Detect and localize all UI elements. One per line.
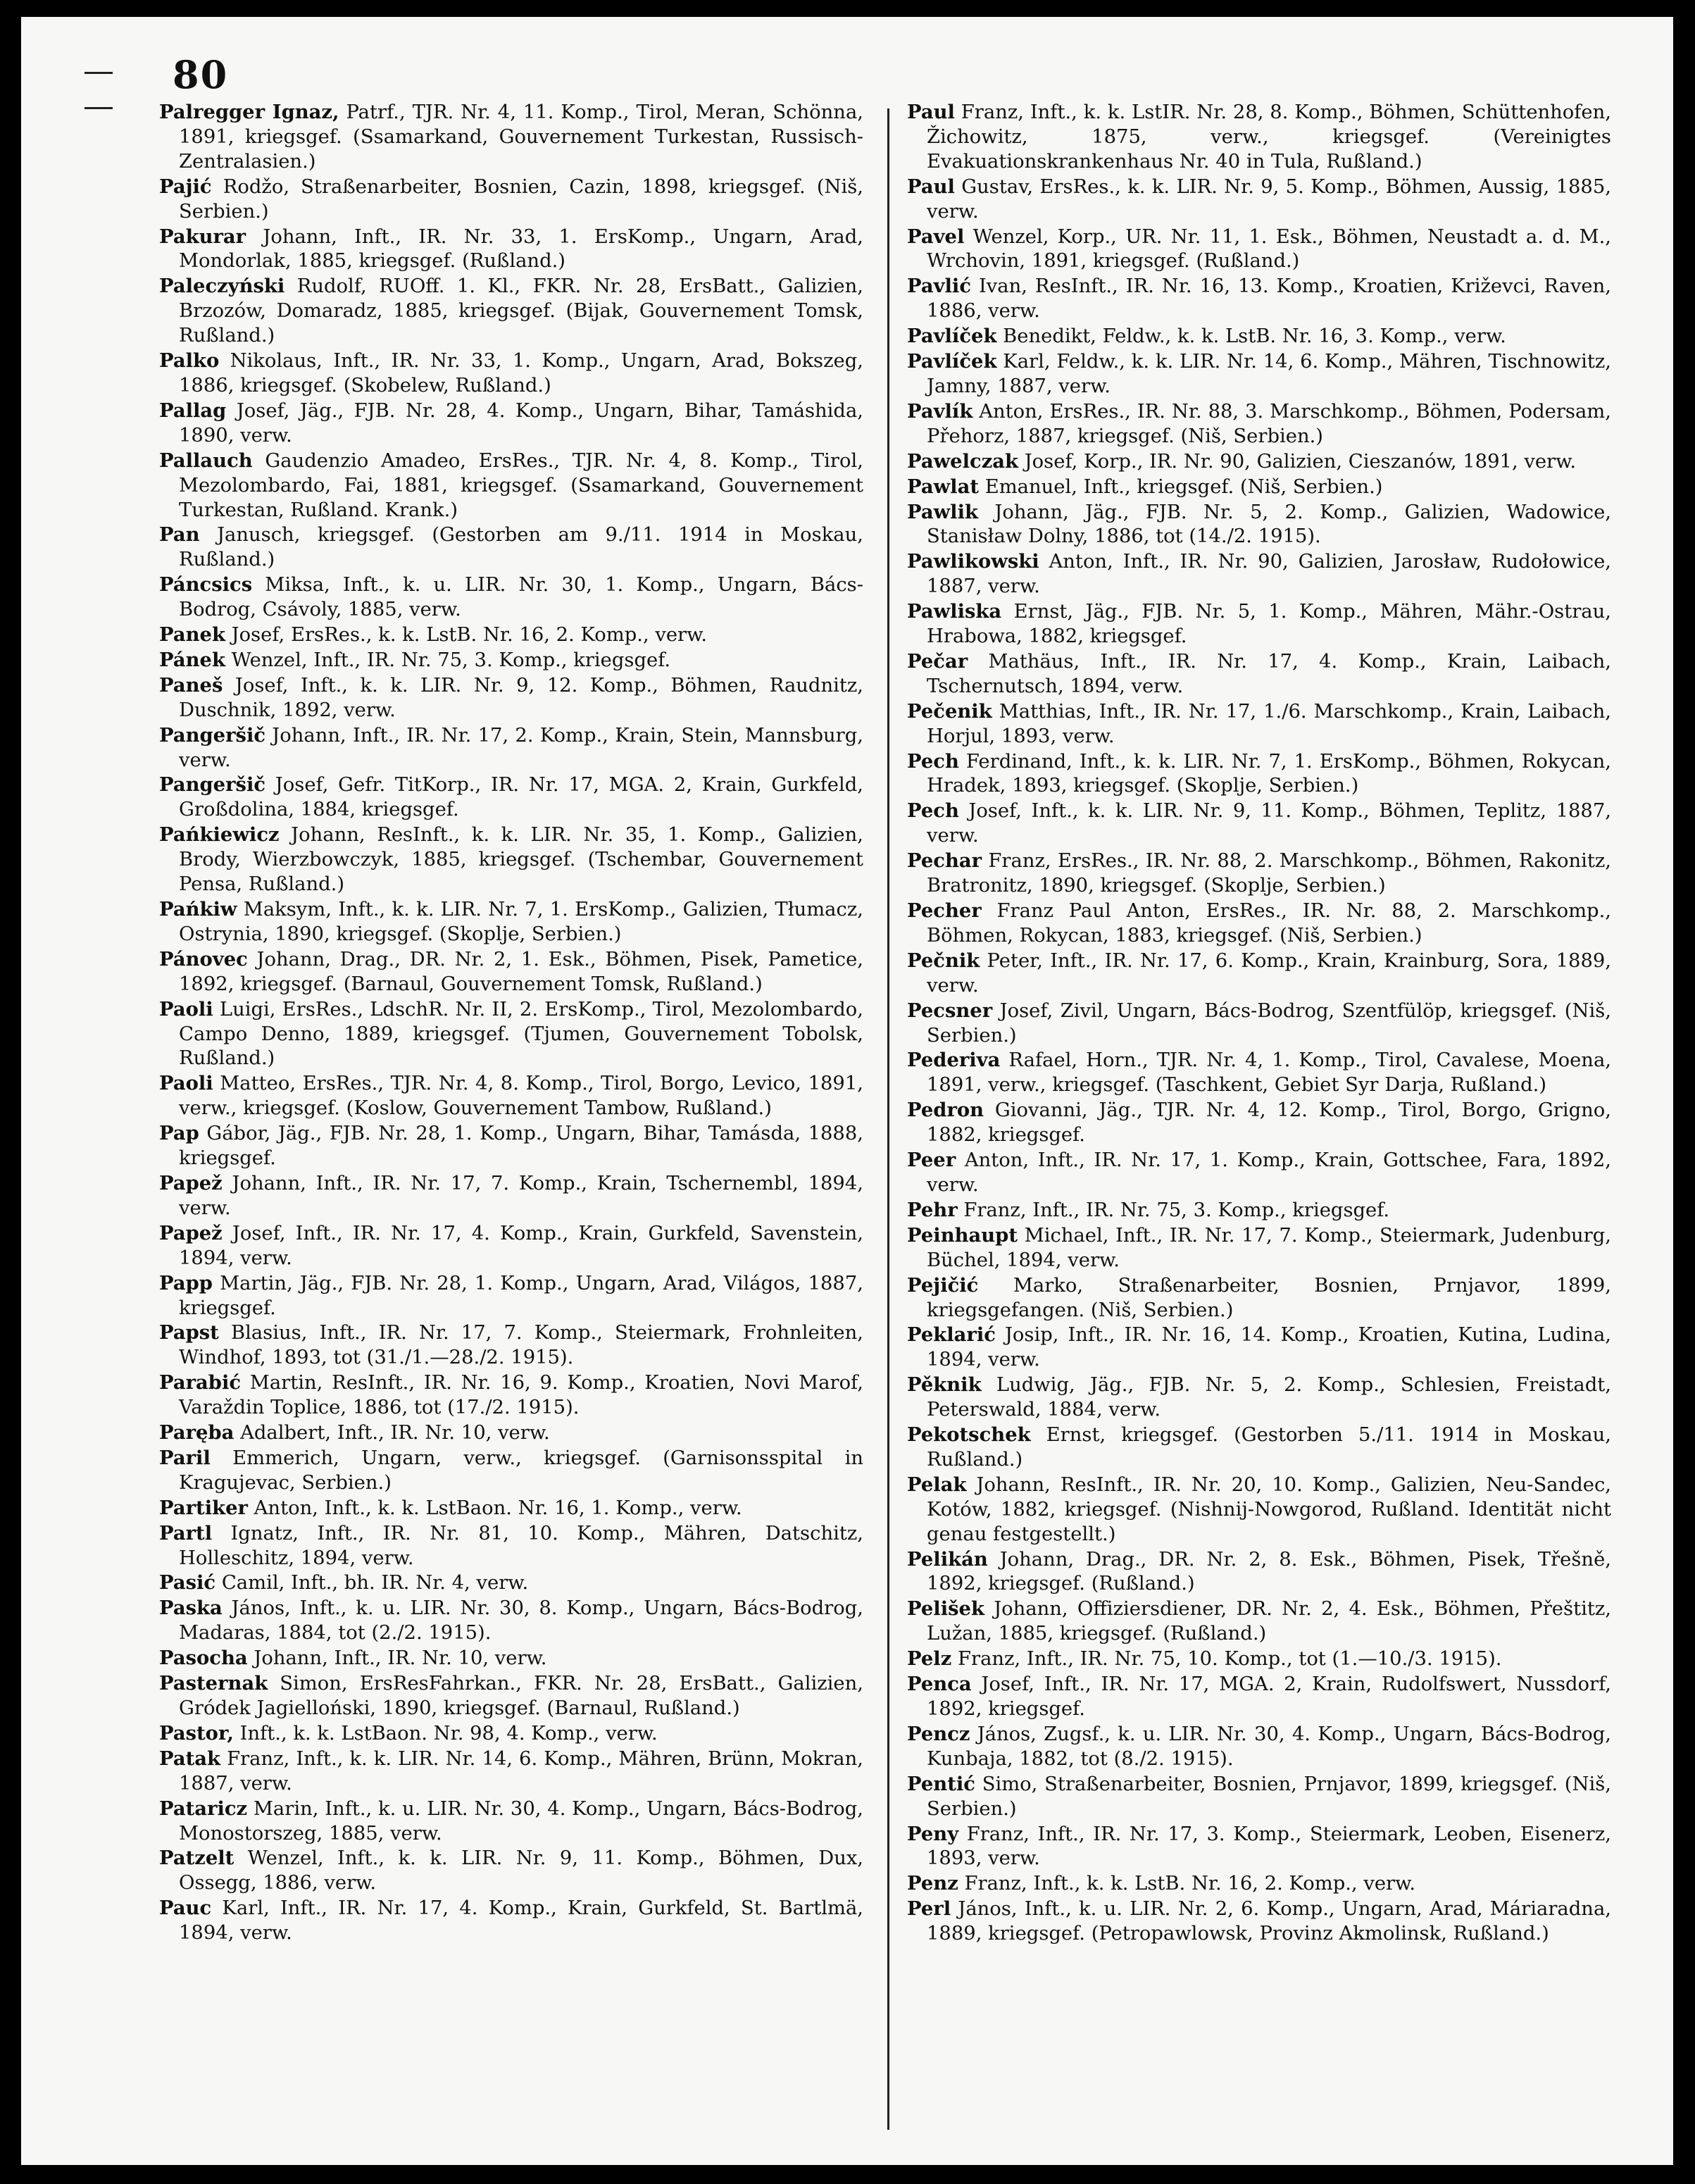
list-item (907, 225, 1611, 275)
entry-details: Simon, ErsResFahrkan., FKR. Nr. 28, ErsBatt., Galizien, Gródek Jagielloński, 1890, kriegsgef. (Barnaul, Rußland.) (179, 1673, 863, 1719)
entry-surname: Pavlíček (907, 325, 997, 348)
entry-surname: Pastor, (159, 1721, 234, 1745)
entry-surname: Papp (159, 1271, 213, 1294)
entry-surname: Pelišek (907, 1597, 984, 1621)
entry-surname: Pavlík (907, 399, 973, 423)
entry-surname: Pentić (907, 1772, 975, 1795)
entry-details: Josef, Inft., k. k. LIR. Nr. 9, 11. Komp., Böhmen, Teplitz, 1887, verw. (927, 800, 1611, 847)
entry-details: Emanuel, Inft., kriegsgef. (Niš, Serbien.) (984, 475, 1383, 498)
list-item (159, 773, 863, 823)
list-item (907, 749, 1611, 799)
entry-surname: Partl (159, 1521, 213, 1545)
entry-surname: Pańkiw (159, 898, 237, 921)
entry-details: Gábor, Jäg., FJB. Nr. 28, 1. Komp., Ungarn, Bihar, Tamásda, 1888, kriegsgef. (179, 1123, 863, 1170)
entry-details: Josef, Inft., IR. Nr. 17, MGA. 2, Krain, Rudolfswert, Nussdorf, 1892, kriegsgef. (927, 1673, 1611, 1720)
entry-details: Ferdinand, Inft., k. k. LIR. Nr. 7, 1. ErsKomp., Böhmen, Rokycan, Hradek, 1893, kriegsgef. (Skoplje, Serbien.) (927, 750, 1611, 797)
entry-surname: Pataricz (159, 1797, 248, 1820)
entry-surname: Pechar (907, 849, 982, 873)
entry-details: Johann, Inft., IR. Nr. 10, verw. (254, 1647, 547, 1670)
list-item (907, 475, 1611, 500)
entry-surname: Pangeršič (159, 723, 266, 747)
entry-details: Gaudenzio Amadeo, ErsRes., TJR. Nr. 4, 8. Komp., Tirol, Mezolombardo, Fai, 1881, kriegsgef. (Ssamarkand, Gouvernement Turkestan, Rußland. Krank.) (179, 449, 863, 521)
entry-details: Anton, Inft., IR. Nr. 90, Galizien, Jarosław, Rudołowice, 1887, verw. (927, 551, 1611, 598)
list-item (159, 449, 863, 523)
list-item (159, 623, 863, 648)
list-item (159, 1571, 863, 1596)
list-item (907, 1473, 1611, 1547)
list-item (159, 399, 863, 449)
entry-surname: Pánek (159, 648, 225, 671)
list-item (159, 1171, 863, 1221)
list-item (907, 324, 1611, 349)
list-item (907, 1323, 1611, 1373)
entry-surname: Pajić (159, 175, 212, 198)
entry-surname: Pěknik (907, 1373, 982, 1397)
entry-surname: Paul (907, 101, 955, 123)
entry-details: Benedikt, Feldw., k. k. LstB. Nr. 16, 3. Komp., verw. (1003, 325, 1506, 348)
entry-details: Adalbert, Inft., IR. Nr. 10, verw. (240, 1422, 550, 1444)
entry-details: Franz, Inft., k. k. LstIR. Nr. 28, 8. Komp., Böhmen, Schüttenhofen, Žichowitz, 1875, verw., kriegsgef. (Vereinigtes Evakuationskrankenhaus Nr. 40 in Tula, Rußland.) (927, 101, 1611, 173)
entry-details: János, Inft., k. u. LIR. Nr. 30, 8. Komp., Ungarn, Bács-Bodrog, Madaras, 1884, tot (2./2. 1915). (179, 1597, 863, 1645)
entry-surname: Pallag (159, 399, 227, 422)
entry-surname: Papež (159, 1171, 223, 1194)
entry-details: Mathäus, Inft., IR. Nr. 17, 4. Komp., Krain, Laibach, Tschernutsch, 1894, verw. (927, 650, 1611, 697)
entry-surname: Pawelczak (907, 449, 1018, 473)
document-page (21, 17, 1673, 2165)
entry-details: Marko, Straßenarbeiter, Bosnien, Prnjavor, 1899, kriegsgefangen. (Niš, Serbien.) (927, 1274, 1611, 1321)
entry-surname: Paoli (159, 997, 213, 1021)
entry-surname: Peklarić (907, 1323, 996, 1347)
entry-surname: Pasternak (159, 1672, 268, 1695)
entry-surname: Penca (907, 1673, 972, 1696)
entry-surname: Pasocha (159, 1647, 248, 1670)
entry-details: Wenzel, Inft., IR. Nr. 75, 3. Komp., kriegsgef. (231, 649, 671, 671)
entry-surname: Papež (159, 1221, 223, 1244)
entry-details: Franz, Inft., IR. Nr. 75, 10. Komp., tot (1.—10./3. 1915). (957, 1648, 1502, 1671)
list-item (907, 1148, 1611, 1198)
list-item (907, 1822, 1611, 1872)
entry-surname: Pawlik (907, 500, 978, 523)
entry-surname: Pavlić (907, 275, 972, 298)
list-item (907, 175, 1611, 225)
entry-details: Franz, Inft., k. k. LIR. Nr. 14, 6. Komp., Mähren, Brünn, Mokran, 1887, verw. (179, 1747, 863, 1795)
entry-details: Gustav, ErsRes., k. k. LIR. Nr. 9, 5. Komp., Böhmen, Aussig, 1885, verw. (927, 175, 1611, 223)
entry-surname: Pečar (907, 649, 968, 673)
entry-details: Franz, Inft., k. k. LstB. Nr. 16, 2. Komp., verw. (964, 1873, 1416, 1895)
entry-details: Rafael, Horn., TJR. Nr. 4, 1. Komp., Tirol, Cavalese, Moena, 1891, verw., kriegsgef. (Taschkent, Gebiet Syr Darja, Rußland.) (927, 1049, 1611, 1097)
list-item (907, 1423, 1611, 1473)
list-item (907, 1098, 1611, 1148)
list-item (907, 999, 1611, 1049)
right-column (907, 100, 1611, 1947)
entry-details: Johann, Inft., IR. Nr. 17, 7. Komp., Krain, Tschernembl, 1894, verw. (179, 1172, 863, 1219)
entry-details: Ernst, Jäg., FJB. Nr. 5, 1. Komp., Mähren, Mähr.-Ostrau, Hrabowa, 1882, kriegsgef. (927, 601, 1611, 648)
list-item (159, 1797, 863, 1847)
entry-details: Maksym, Inft., k. k. LIR. Nr. 7, 1. ErsKomp., Galizien, Tłumacz, Ostrynia, 1890, kriegsgef. (Skoplje, Serbien.) (179, 899, 863, 945)
list-item (159, 573, 863, 623)
entry-surname: Pavlíček (907, 350, 997, 373)
entry-details: Josef, Korp., IR. Nr. 90, Galizien, Cieszanów, 1891, verw. (1024, 450, 1577, 473)
list-item (159, 1421, 863, 1446)
entry-details: Ernst, kriegsgef. (Gestorben 5./11. 1914 in Moskau, Rußland.) (927, 1424, 1611, 1471)
list-item (159, 947, 863, 997)
entry-surname: Pańkiewicz (159, 823, 280, 847)
entry-details: Simo, Straßenarbeiter, Bosnien, Prnjavor, 1899, kriegsgef. (Niš, Serbien.) (927, 1773, 1611, 1820)
entry-details: János, Inft., k. u. LIR. Nr. 2, 6. Komp., Ungarn, Arad, Máriaradna, 1889, kriegsgef. (Petropawlowsk, Provinz Akmolinsk, Rußland.) (927, 1898, 1611, 1945)
list-item (907, 599, 1611, 649)
list-item (159, 723, 863, 773)
entry-details: Anton, Inft., IR. Nr. 17, 1. Komp., Krain, Gottschee, Fara, 1892, verw. (927, 1149, 1611, 1196)
entry-surname: Peer (907, 1149, 956, 1172)
entry-details: Josip, Inft., IR. Nr. 16, 14. Komp., Kroatien, Kutina, Ludina, 1894, verw. (927, 1324, 1611, 1371)
page-number: 80 (173, 52, 229, 97)
list-item (907, 1048, 1611, 1098)
entry-surname: Pech (907, 749, 959, 773)
left-column (159, 100, 863, 1946)
entry-surname: Pawliska (907, 600, 1002, 623)
entry-details: Martin, ResInft., IR. Nr. 16, 9. Komp., Kroatien, Novi Marof, Varaždin Toplice, 1886, tot (17./2. 1915). (179, 1372, 864, 1419)
entry-surname: Palregger Ignaz, (159, 101, 339, 123)
entry-surname: Papst (159, 1321, 219, 1344)
entry-details: Johann, Drag., DR. Nr. 2, 8. Esk., Böhmen, Pisek, Třešně, 1892, kriegsgef. (Rußland.) (927, 1548, 1611, 1595)
entry-details: Josef, Inft., k. k. LIR. Nr. 9, 12. Komp., Böhmen, Raudnitz, Duschnik, 1892, verw. (179, 674, 863, 721)
list-item (159, 1221, 863, 1271)
entry-details: Josef, Inft., IR. Nr. 17, 4. Komp., Krain, Gurkfeld, Savenstein, 1894, verw. (179, 1222, 863, 1269)
list-item (159, 100, 863, 175)
list-item (159, 1671, 863, 1721)
entry-details: Josef, ErsRes., k. k. LstB. Nr. 16, 2. Komp., verw. (231, 624, 708, 647)
list-item (907, 1672, 1611, 1722)
list-item (159, 897, 863, 947)
margin-mark (85, 107, 113, 109)
entry-surname: Pelak (907, 1473, 967, 1496)
entry-details: Emmerich, Ungarn, verw., kriegsgef. (Garnisonsspital in Kragujevac, Serbien.) (179, 1447, 863, 1494)
entry-details: Johann, Inft., IR. Nr. 33, 1. ErsKomp., Ungarn, Arad, Mondorlak, 1885, kriegsgef. (Rußland.) (179, 225, 863, 273)
list-item (159, 274, 863, 349)
list-item (159, 1496, 863, 1521)
entry-details: János, Zugsf., k. u. LIR. Nr. 30, 4. Komp., Ungarn, Bács-Bodrog, Kunbaja, 1882, tot (8./2. 1915). (927, 1723, 1611, 1770)
entry-surname: Pánovec (159, 947, 248, 971)
entry-surname: Pelikán (907, 1547, 988, 1571)
entry-surname: Paska (159, 1597, 223, 1620)
entry-details: Michael, Inft., IR. Nr. 17, 7. Komp., Steiermark, Judenburg, Büchel, 1894, verw. (927, 1224, 1611, 1271)
list-item (907, 399, 1611, 449)
entry-surname: Pauc (159, 1897, 212, 1920)
entry-details: Josef, Gefr. TitKorp., IR. Nr. 17, MGA. 2, Krain, Gurkfeld, Großdolina, 1884, kriegsgef. (179, 774, 863, 821)
entry-details: Patrf., TJR. Nr. 4, 11. Komp., Tirol, Meran, Schönna, 1891, kriegsgef. (Ssamarkand, Gouvernement Turkestan, Russisch-Zentralasien.) (179, 101, 863, 173)
entry-surname: Pangeršič (159, 773, 266, 797)
entry-surname: Pederiva (907, 1049, 1001, 1072)
list-item (907, 1223, 1611, 1273)
entry-surname: Pallauch (159, 449, 253, 472)
entry-surname: Pan (159, 523, 200, 547)
entry-surname: Paneš (159, 673, 223, 697)
entry-surname: Pecsner (907, 999, 993, 1022)
entry-surname: Penz (907, 1872, 958, 1895)
entry-details: Franz, Inft., IR. Nr. 75, 3. Komp., kriegsgef. (963, 1199, 1390, 1221)
list-item (159, 1846, 863, 1896)
entry-details: Josef, Zivil, Ungarn, Bács-Bodrog, Szentfülöp, kriegsgef. (Niš, Serbien.) (927, 999, 1611, 1047)
entry-details: Ignatz, Inft., IR. Nr. 81, 10. Komp., Mähren, Datschitz, Holleschitz, 1894, verw. (179, 1522, 863, 1569)
entry-surname: Pech (907, 799, 959, 823)
entry-details: Matteo, ErsRes., TJR. Nr. 4, 8. Komp., Tirol, Borgo, Levico, 1891, verw., kriegsgef. (Koslow, Gouvernement Tambow, Rußland.) (179, 1073, 863, 1120)
list-item (907, 649, 1611, 699)
list-item (907, 549, 1611, 599)
entry-details: Giovanni, Jäg., TJR. Nr. 4, 12. Komp., Tirol, Borgo, Grigno, 1882, kriegsgef. (927, 1099, 1611, 1147)
list-item (159, 997, 863, 1072)
list-item (159, 1596, 863, 1646)
entry-details: Martin, Jäg., FJB. Nr. 28, 1. Komp., Ungarn, Arad, Világos, 1887, kriegsgef. (179, 1272, 863, 1319)
entry-details: Ludwig, Jäg., FJB. Nr. 5, 2. Komp., Schlesien, Freistadt, Peterswald, 1884, verw. (927, 1374, 1611, 1421)
list-item (907, 1772, 1611, 1822)
entry-surname: Pečenik (907, 699, 992, 723)
entry-details: Inft., k. k. LstBaon. Nr. 98, 4. Komp., verw. (239, 1722, 658, 1745)
list-item (907, 949, 1611, 999)
entry-surname: Pencz (907, 1722, 970, 1745)
list-item (159, 1321, 863, 1371)
list-item (159, 1646, 863, 1671)
list-item (159, 1071, 863, 1121)
list-item (159, 1521, 863, 1571)
list-item (159, 225, 863, 275)
list-item (159, 1446, 863, 1496)
column-divider (887, 108, 889, 2130)
entry-details: Johann, Drag., DR. Nr. 2, 1. Esk., Böhmen, Pisek, Pametice, 1892, kriegsgef. (Barnaul, Gouvernement Tomsk, Rußland.) (179, 948, 863, 995)
list-item (159, 175, 863, 225)
entry-surname: Paril (159, 1446, 211, 1469)
entry-details: Wenzel, Korp., UR. Nr. 11, 1. Esk., Böhmen, Neustadt a. d. M., Wrchovin, 1891, kriegsgef. (Rußland.) (927, 225, 1611, 273)
entry-details: Matthias, Inft., IR. Nr. 17, 1./6. Marschkomp., Krain, Laibach, Horjul, 1893, verw. (927, 700, 1611, 747)
list-item (907, 1897, 1611, 1947)
entry-surname: Pawlat (907, 475, 979, 498)
entry-surname: Pakurar (159, 225, 246, 248)
entry-surname: Pehr (907, 1198, 958, 1221)
list-item (159, 1747, 863, 1797)
entry-details: Blasius, Inft., IR. Nr. 17, 7. Komp., Steiermark, Frohnleiten, Windhof, 1893, tot (31./1.—28./2. 1915). (179, 1322, 863, 1369)
list-item (907, 1647, 1611, 1672)
entry-details: Anton, ErsRes., IR. Nr. 88, 3. Marschkomp., Böhmen, Podersam, Přehorz, 1887, kriegsgef. (Niš, Serbien.) (927, 400, 1611, 447)
entry-details: Wenzel, Inft., k. k. LIR. Nr. 9, 11. Komp., Böhmen, Dux, Ossegg, 1886, verw. (179, 1847, 863, 1895)
list-item (907, 500, 1611, 550)
list-item (159, 349, 863, 399)
list-item (907, 1547, 1611, 1597)
entry-surname: Pecher (907, 899, 982, 922)
entry-surname: Patak (159, 1747, 220, 1770)
list-item (159, 823, 863, 897)
list-item (907, 1198, 1611, 1223)
entry-details: Luigi, ErsRes., LdschR. Nr. II, 2. ErsKomp., Tirol, Mezolombardo, Campo Denno, 1889, kriegsgef. (Tjumen, Gouvernement Tobolsk, Rußland.) (179, 998, 863, 1070)
entry-details: Johann, ResInft., k. k. LIR. Nr. 35, 1. Komp., Galizien, Brody, Wierzbowczyk, 1885, kriegsgef. (Tschembar, Gouvernement Pensa, Rußland.) (179, 824, 863, 896)
entry-details: Karl, Feldw., k. k. LIR. Nr. 14, 6. Komp., Mähren, Tischnowitz, Jamny, 1887, verw. (927, 351, 1611, 397)
entry-surname: Paręba (159, 1421, 234, 1444)
list-item (907, 699, 1611, 749)
entry-surname: Páncsics (159, 573, 253, 597)
entry-surname: Pavel (907, 225, 965, 248)
list-item (907, 100, 1611, 175)
list-item (907, 349, 1611, 399)
entry-details: Karl, Inft., IR. Nr. 17, 4. Komp., Krain, Gurkfeld, St. Bartlmä, 1894, verw. (179, 1897, 863, 1945)
list-item (159, 673, 863, 723)
entry-surname: Peinhaupt (907, 1223, 1018, 1247)
entry-details: Johann, Jäg., FJB. Nr. 5, 2. Komp., Galizien, Wadowice, Stanisław Dolny, 1886, tot (14./2. 1915). (927, 501, 1611, 548)
entry-details: Rodžo, Straßenarbeiter, Bosnien, Cazin, 1898, kriegsgef. (Niš, Serbien.) (179, 175, 863, 223)
entry-details: Camil, Inft., bh. IR. Nr. 4, verw. (221, 1572, 529, 1595)
entry-details: Franz, ErsRes., IR. Nr. 88, 2. Marschkomp., Böhmen, Rakonitz, Bratronitz, 1890, kriegsgef. (Skoplje, Serbien.) (927, 850, 1611, 897)
entry-surname: Pelz (907, 1647, 952, 1671)
entry-surname: Peny (907, 1822, 959, 1845)
list-item (907, 449, 1611, 475)
entry-details: Marin, Inft., k. u. LIR. Nr. 30, 4. Komp., Ungarn, Bács-Bodrog, Monostorszeg, 1885, verw. (179, 1797, 864, 1845)
list-item (159, 1271, 863, 1321)
margin-mark (85, 72, 113, 74)
list-item (907, 1597, 1611, 1647)
entry-surname: Parabić (159, 1371, 242, 1394)
entry-surname: Pedron (907, 1099, 984, 1122)
entry-details: Franz, Inft., IR. Nr. 17, 3. Komp., Steiermark, Leoben, Eisenerz, 1893, verw. (927, 1823, 1611, 1870)
list-item (907, 849, 1611, 899)
list-item (907, 1273, 1611, 1323)
entry-details: Janusch, kriegsgef. (Gestorben am 9./11. 1914 in Moskau, Rußland.) (179, 524, 863, 571)
list-item (159, 523, 863, 573)
entry-surname: Pekotschek (907, 1423, 1031, 1447)
list-item (159, 648, 863, 673)
entry-details: Peter, Inft., IR. Nr. 17, 6. Komp., Krain, Krainburg, Sora, 1889, verw. (927, 949, 1611, 997)
list-item (907, 274, 1611, 324)
entry-surname: Partiker (159, 1496, 248, 1519)
entry-surname: Panek (159, 623, 225, 647)
entry-surname: Pap (159, 1122, 199, 1145)
entry-details: Rudolf, RUOff. 1. Kl., FKR. Nr. 28, ErsBatt., Galizien, Brzozów, Domaradz, 1885, kriegsgef. (Bijak, Gouvernement Tomsk, Rußland.) (179, 275, 863, 347)
entry-surname: Perl (907, 1897, 951, 1921)
entry-details: Ivan, ResInft., IR. Nr. 16, 13. Komp., Kroatien, Križevci, Raven, 1886, verw. (927, 275, 1611, 323)
entry-details: Miksa, Inft., k. u. LIR. Nr. 30, 1. Komp., Ungarn, Bács-Bodrog, Csávoly, 1885, verw. (179, 574, 863, 621)
list-item (907, 1722, 1611, 1772)
list-item (907, 899, 1611, 949)
entry-surname: Pejičić (907, 1273, 979, 1297)
entry-surname: Paul (907, 175, 955, 198)
entry-details: Franz Paul Anton, ErsRes., IR. Nr. 88, 2. Marschkomp., Böhmen, Rokycan, 1883, kriegsgef. (Niš, Serbien.) (927, 900, 1611, 947)
entry-details: Johann, Offiziersdiener, DR. Nr. 2, 4. Esk., Böhmen, Přeštitz, Lužan, 1885, kriegsgef. (Rußland.) (927, 1598, 1611, 1645)
entry-surname: Patzelt (159, 1847, 234, 1870)
entry-surname: Palko (159, 349, 220, 373)
entry-details: Johann, ResInft., IR. Nr. 20, 10. Komp., Galizien, Neu-Sandec, Kotów, 1882, kriegsgef. (Nishnij-Nowgorod, Rußland. Identität nicht genau festgestellt.) (927, 1473, 1611, 1545)
list-item (159, 1371, 863, 1421)
entry-surname: Pasić (159, 1571, 216, 1595)
entry-details: Nikolaus, Inft., IR. Nr. 33, 1. Komp., Ungarn, Arad, Bokszeg, 1886, kriegsgef. (Skobelew, Rußland.) (179, 350, 863, 397)
list-item (907, 799, 1611, 849)
entry-details: Josef, Jäg., FJB. Nr. 28, 4. Komp., Ungarn, Bihar, Tamáshida, 1890, verw. (179, 399, 863, 447)
entry-surname: Pawlikowski (907, 550, 1039, 573)
list-item (907, 1871, 1611, 1897)
entry-surname: Pečnik (907, 949, 980, 972)
list-item (159, 1121, 863, 1171)
entry-surname: Paleczyński (159, 275, 285, 298)
entry-surname: Paoli (159, 1072, 213, 1095)
list-item (159, 1896, 863, 1946)
list-item (159, 1721, 863, 1747)
entry-details: Johann, Inft., IR. Nr. 17, 2. Komp., Krain, Stein, Mannsburg, verw. (179, 724, 863, 771)
list-item (907, 1373, 1611, 1423)
entry-details: Anton, Inft., k. k. LstBaon. Nr. 16, 1. Komp., verw. (254, 1497, 742, 1519)
